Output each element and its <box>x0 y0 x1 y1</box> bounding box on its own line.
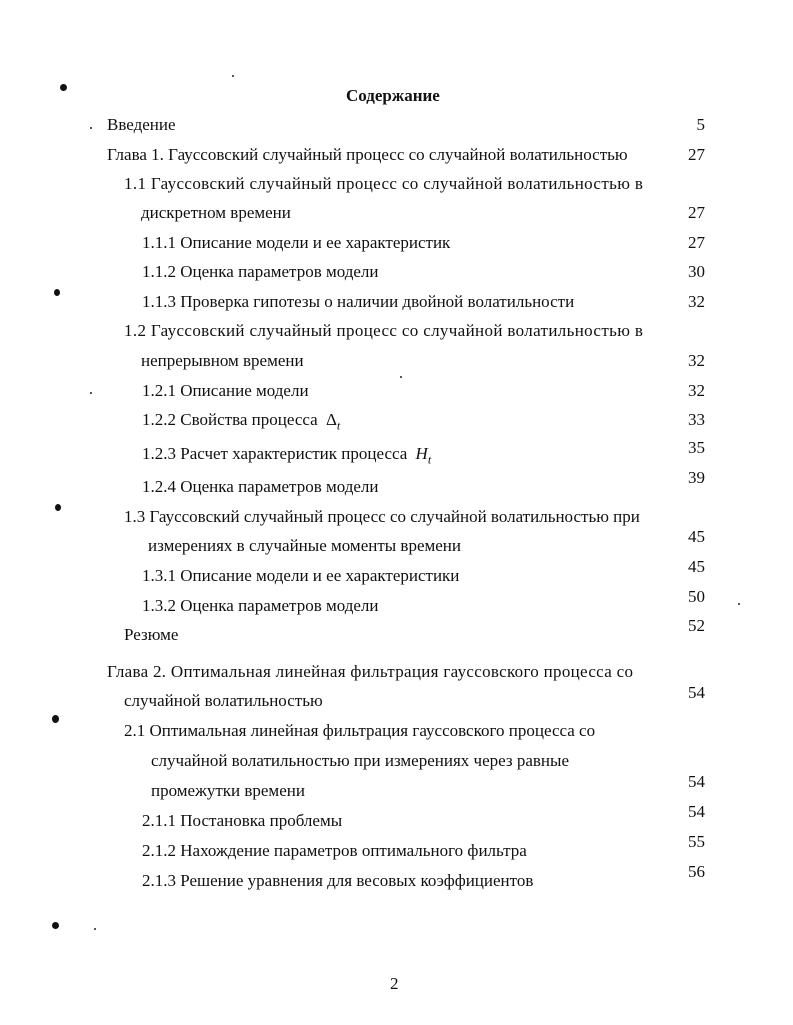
scan-speck <box>94 928 96 930</box>
toc-entry-1-3-2: 1.3.2 Оценка параметров модели <box>142 596 379 615</box>
toc-entry-1-2: 1.2 Гауссовский случайный процесс со случайной волатильностью в <box>124 321 644 340</box>
scan-hole-mark <box>54 289 60 296</box>
toc-entry-1-2-4: 1.2.4 Оценка параметров модели <box>142 477 379 496</box>
toc-entry-1-3-1: 1.3.1 Описание модели и ее характеристики <box>142 566 460 585</box>
toc-page: 33 <box>688 410 705 429</box>
toc-entry-2-1-cont: случайной волатильностью при измерениях через равные <box>151 751 569 770</box>
toc-entry-2-1-2: 2.1.2 Нахождение параметров оптимального фильтра <box>142 841 527 860</box>
math-symbol-h: H <box>415 444 428 463</box>
toc-entry-1-1-1: 1.1.1 Описание модели и ее характеристик <box>142 233 451 252</box>
toc-entry-chapter-2-cont: случайной волатильностью <box>124 691 323 710</box>
toc-entry-1-2-3 <box>142 444 431 469</box>
toc-entry-text: 1.2.2 Свойства процесса <box>142 410 318 429</box>
toc-page: 27 <box>688 233 705 252</box>
toc-page: 54 <box>688 772 705 791</box>
toc-page: 56 <box>688 862 705 881</box>
toc-page: 45 <box>688 527 705 546</box>
toc-page: 35 <box>688 438 705 457</box>
toc-entry-chapter-1: Глава 1. Гауссовский случайный процесс со случайной волатильностью <box>107 145 628 164</box>
toc-title: Содержание <box>346 86 440 105</box>
toc-page: 54 <box>688 802 705 821</box>
scan-speck <box>738 603 740 605</box>
toc-entry-1-2-1: 1.2.1 Описание модели <box>142 381 309 400</box>
toc-entry-1-1-3: 1.1.3 Проверка гипотезы о наличии двойной волатильности <box>142 292 575 311</box>
toc-entry-1-2-cont: непрерывном времени <box>141 351 304 370</box>
toc-entry-1-3: 1.3 Гауссовский случайный процесс со случайной волатильностью при <box>124 507 640 526</box>
toc-entry-2-1-3: 2.1.3 Решение уравнения для весовых коэффициентов <box>142 871 534 890</box>
toc-entry-chapter-2: Глава 2. Оптимальная линейная фильтрация гауссовского процесса со <box>107 662 634 681</box>
page-number: 2 <box>390 974 399 993</box>
toc-page: 52 <box>688 616 705 635</box>
toc-page: 55 <box>688 832 705 851</box>
toc-entry-1-1: 1.1 Гауссовский случайный процесс со случайной волатильностью в <box>124 174 644 193</box>
toc-entry-1-1-cont: дискретном времени <box>141 203 291 222</box>
toc-page: 54 <box>688 683 705 702</box>
toc-page: 32 <box>688 351 705 370</box>
toc-page: 39 <box>688 468 705 487</box>
scan-speck <box>90 127 92 129</box>
toc-page: 32 <box>688 292 705 311</box>
math-symbol-delta: Δ <box>325 410 337 429</box>
scan-speck <box>400 376 402 378</box>
toc-entry-1-1-2: 1.1.2 Оценка параметров модели <box>142 262 379 281</box>
toc-page: 27 <box>688 145 705 164</box>
toc-page: 50 <box>688 587 705 606</box>
scan-hole-mark <box>55 504 61 511</box>
scan-hole-mark <box>52 922 59 929</box>
math-subscript: t <box>336 418 341 433</box>
toc-page: 45 <box>688 557 705 576</box>
scan-speck <box>232 75 234 77</box>
toc-page: 32 <box>688 381 705 400</box>
toc-entry-2-1-cont2: промежутки времени <box>151 781 305 800</box>
toc-entry-2-1: 2.1 Оптимальная линейная фильтрация гауссовского процесса со <box>124 721 596 740</box>
scan-hole-mark <box>52 715 59 723</box>
toc-entry-2-1-1: 2.1.1 Постановка проблемы <box>142 811 343 830</box>
toc-page: 30 <box>688 262 705 281</box>
toc-page: 5 <box>696 115 705 134</box>
toc-entry-1-2-2 <box>142 410 340 435</box>
toc-entry-intro: Введение <box>107 115 176 134</box>
toc-entry-text: 1.2.3 Расчет характеристик процесса <box>142 444 408 463</box>
toc-entry-summary: Резюме <box>124 625 179 644</box>
scan-speck <box>90 392 92 394</box>
toc-entry-1-3-cont: измерениях в случайные моменты времени <box>148 536 462 555</box>
toc-page: 27 <box>688 203 705 222</box>
scan-hole-mark <box>60 84 67 91</box>
math-subscript: t <box>427 452 432 467</box>
